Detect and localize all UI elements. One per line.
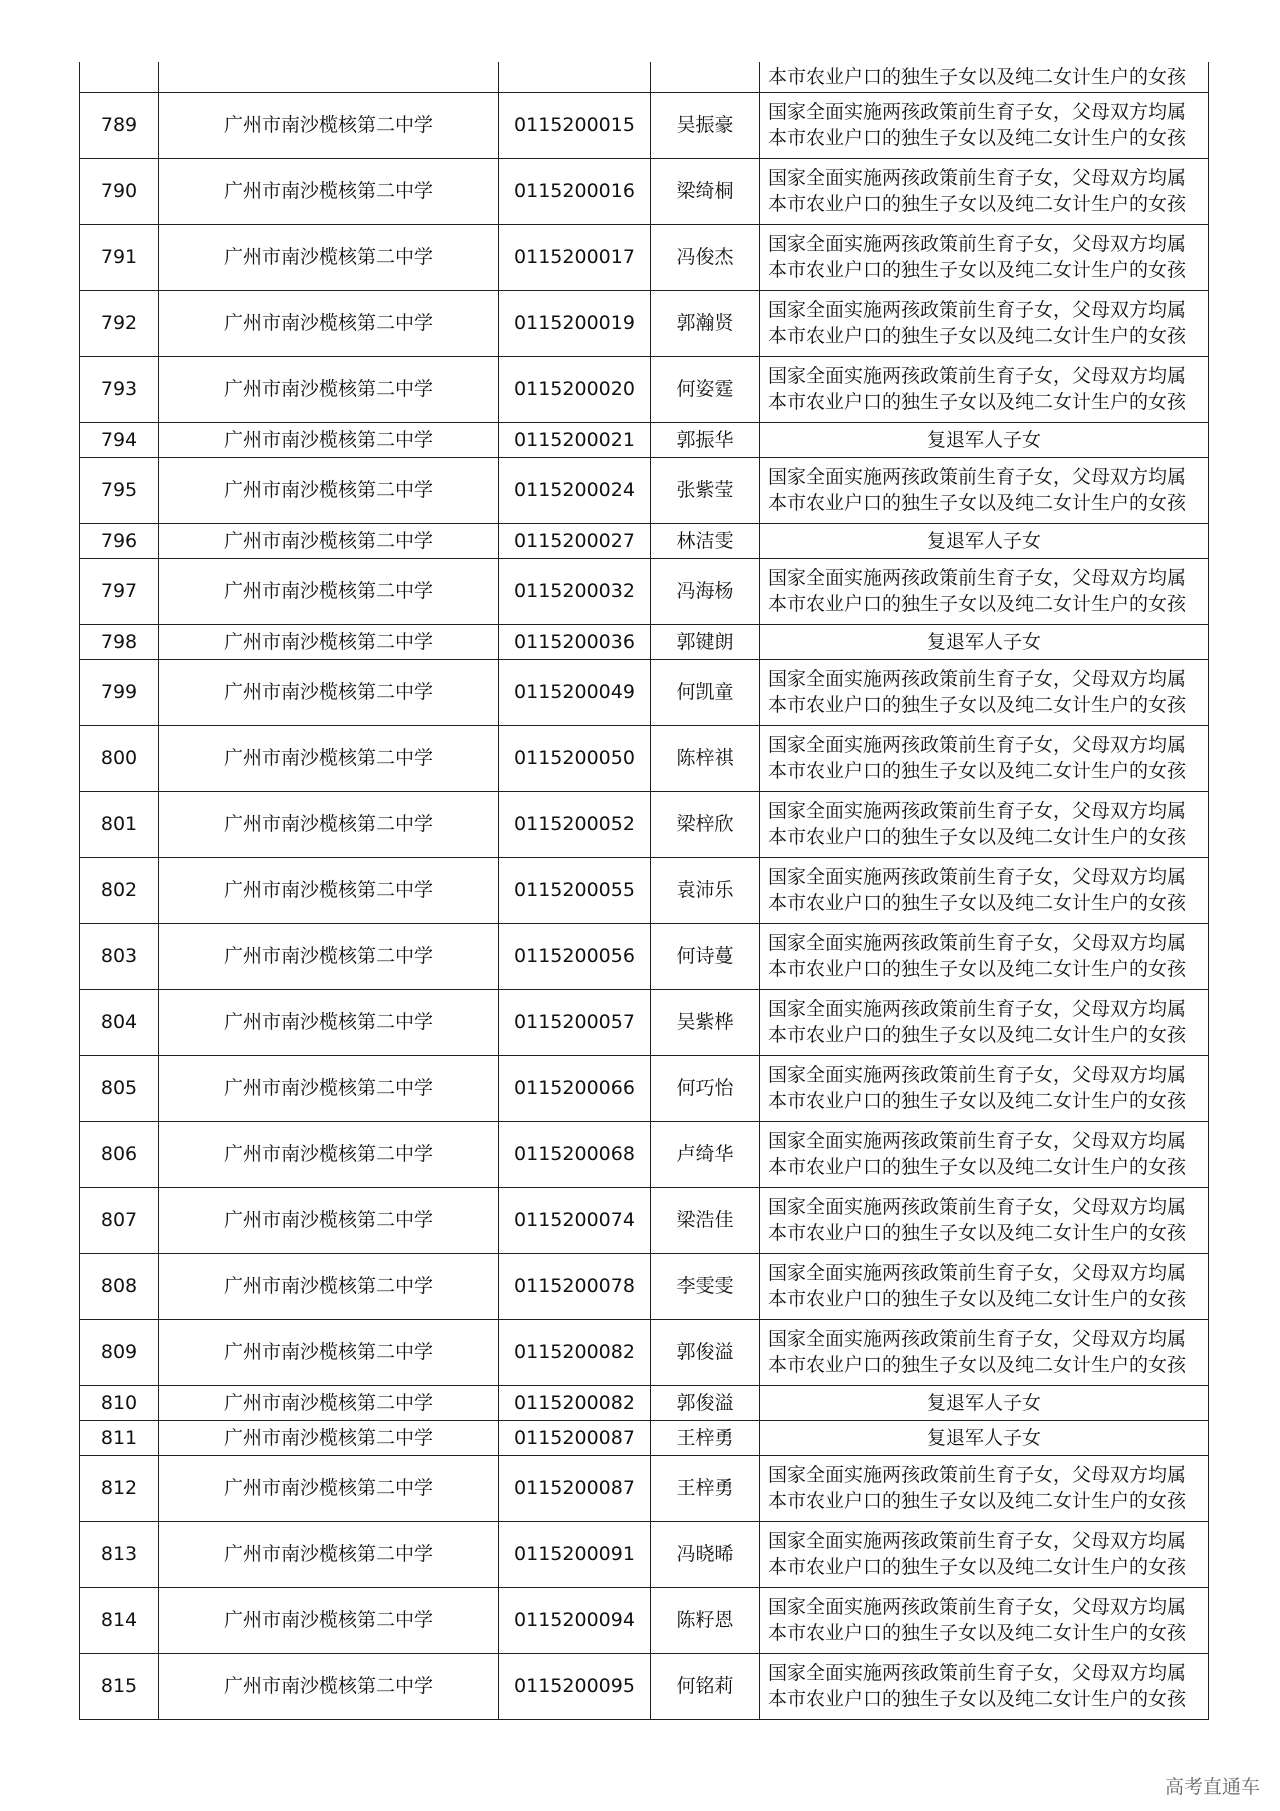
cell-school: 广州市南沙榄核第二中学: [159, 624, 499, 659]
cell-category: 复退军人子女: [760, 1385, 1209, 1420]
table-row: [80, 857, 1209, 923]
cell-name: 郭振华: [651, 422, 760, 457]
table-row: [80, 1055, 1209, 1121]
cell-name: 冯晓晞: [651, 1521, 760, 1587]
cell-school: 广州市南沙榄核第二中学: [159, 857, 499, 923]
cell-id: 0115200052: [499, 791, 651, 857]
cell-no: 810: [80, 1385, 159, 1420]
cell-no: 815: [80, 1653, 159, 1719]
cell-id: 0115200055: [499, 857, 651, 923]
cell-id: 0115200094: [499, 1587, 651, 1653]
cell-no: 798: [80, 624, 159, 659]
cell-category: 复退军人子女: [760, 1420, 1209, 1455]
cell-id: 0115200049: [499, 659, 651, 725]
watermark: 高考直通车: [1164, 1776, 1260, 1798]
table-row: [80, 989, 1209, 1055]
cell-name: 陈梓祺: [651, 725, 760, 791]
cell-category: 国家全面实施两孩政策前生育子女，父母双方均属本市农业户口的独生子女以及纯二女计生户的女孩: [760, 158, 1209, 224]
cell-id: 0115200056: [499, 923, 651, 989]
cell-school: 广州市南沙榄核第二中学: [159, 1521, 499, 1587]
table-row: [80, 1587, 1209, 1653]
cell-category: 国家全面实施两孩政策前生育子女，父母双方均属本市农业户口的独生子女以及纯二女计生户的女孩: [760, 290, 1209, 356]
cell-school: 广州市南沙榄核第二中学: [159, 1253, 499, 1319]
cell-category: 国家全面实施两孩政策前生育子女，父母双方均属本市农业户口的独生子女以及纯二女计生户的女孩: [760, 725, 1209, 791]
cell-name: 袁沛乐: [651, 857, 760, 923]
cell-no: 802: [80, 857, 159, 923]
cell-category: 国家全面实施两孩政策前生育子女，父母双方均属本市农业户口的独生子女以及纯二女计生户的女孩: [760, 1521, 1209, 1587]
cell-name: 梁绮桐: [651, 158, 760, 224]
cell-category: 复退军人子女: [760, 624, 1209, 659]
cell-id: 0115200036: [499, 624, 651, 659]
cell-school: 广州市南沙榄核第二中学: [159, 659, 499, 725]
cell-name: 郭瀚贤: [651, 290, 760, 356]
cell-no: 811: [80, 1420, 159, 1455]
cell-no: 809: [80, 1319, 159, 1385]
cell-name: 何巧怡: [651, 1055, 760, 1121]
cell-category: 国家全面实施两孩政策前生育子女，父母双方均属本市农业户口的独生子女以及纯二女计生户的女孩: [760, 1121, 1209, 1187]
cell-category: 国家全面实施两孩政策前生育子女，父母双方均属本市农业户口的独生子女以及纯二女计生户的女孩: [760, 1587, 1209, 1653]
cell-name: 吴紫桦: [651, 989, 760, 1055]
cell-school: 广州市南沙榄核第二中学: [159, 1121, 499, 1187]
cell-name: 王梓勇: [651, 1455, 760, 1521]
cell-category: 国家全面实施两孩政策前生育子女，父母双方均属本市农业户口的独生子女以及纯二女计生户的女孩: [760, 1455, 1209, 1521]
table-row: [80, 356, 1209, 422]
cell-id: 0115200019: [499, 290, 651, 356]
table-row: [80, 1521, 1209, 1587]
cell-id: 0115200015: [499, 92, 651, 158]
table-body: [80, 62, 1209, 1719]
cell-category: 国家全面实施两孩政策前生育子女，父母双方均属本市农业户口的独生子女以及纯二女计生户的女孩: [760, 92, 1209, 158]
cell-school: 广州市南沙榄核第二中学: [159, 290, 499, 356]
table-row: [80, 791, 1209, 857]
cell-no: 805: [80, 1055, 159, 1121]
cell-school: 广州市南沙榄核第二中学: [159, 1187, 499, 1253]
cell-category: 国家全面实施两孩政策前生育子女，父母双方均属本市农业户口的独生子女以及纯二女计生户的女孩: [760, 224, 1209, 290]
cell-id: 0115200057: [499, 989, 651, 1055]
cell-school: 广州市南沙榄核第二中学: [159, 725, 499, 791]
table-row-partial: [80, 62, 1209, 92]
cell-school: 广州市南沙榄核第二中学: [159, 1420, 499, 1455]
cell-id: 0115200082: [499, 1319, 651, 1385]
cell-category: 国家全面实施两孩政策前生育子女，父母双方均属本市农业户口的独生子女以及纯二女计生户的女孩: [760, 356, 1209, 422]
cell-name: 卢绮华: [651, 1121, 760, 1187]
table-row: [80, 422, 1209, 457]
cell-name: 郭俊溢: [651, 1319, 760, 1385]
cell-no: 789: [80, 92, 159, 158]
cell-id: 0115200095: [499, 1653, 651, 1719]
cell-no: 799: [80, 659, 159, 725]
cell-school: 广州市南沙榄核第二中学: [159, 923, 499, 989]
cell-category: 复退军人子女: [760, 422, 1209, 457]
table-row: [80, 457, 1209, 523]
cell-school: 广州市南沙榄核第二中学: [159, 158, 499, 224]
table-row: [80, 558, 1209, 624]
cell-school: 广州市南沙榄核第二中学: [159, 1385, 499, 1420]
cell-no: 803: [80, 923, 159, 989]
cell-no: 814: [80, 1587, 159, 1653]
cell-name: 林洁雯: [651, 523, 760, 558]
cell-name: 何凯童: [651, 659, 760, 725]
cell-name: 张紫莹: [651, 457, 760, 523]
table-row: [80, 92, 1209, 158]
cell-name: 陈籽恩: [651, 1587, 760, 1653]
cell-name: 何姿霆: [651, 356, 760, 422]
cell-category: 国家全面实施两孩政策前生育子女，父母双方均属本市农业户口的独生子女以及纯二女计生户的女孩: [760, 1253, 1209, 1319]
cell-category: 国家全面实施两孩政策前生育子女，父母双方均属本市农业户口的独生子女以及纯二女计生户的女孩: [760, 1319, 1209, 1385]
table-row: [80, 290, 1209, 356]
cell-name: 冯海杨: [651, 558, 760, 624]
cell-category: 国家全面实施两孩政策前生育子女，父母双方均属本市农业户口的独生子女以及纯二女计生户的女孩: [760, 923, 1209, 989]
cell-id: 0115200032: [499, 558, 651, 624]
cell-id: 0115200050: [499, 725, 651, 791]
cell-id: 0115200068: [499, 1121, 651, 1187]
cell-no: 806: [80, 1121, 159, 1187]
cell-category: 国家全面实施两孩政策前生育子女，父母双方均属本市农业户口的独生子女以及纯二女计生户的女孩: [760, 857, 1209, 923]
table-row: [80, 1121, 1209, 1187]
cell-school: 广州市南沙榄核第二中学: [159, 1455, 499, 1521]
cell-no: 792: [80, 290, 159, 356]
cell-name: 吴振豪: [651, 92, 760, 158]
table-row: [80, 158, 1209, 224]
cell-no: 790: [80, 158, 159, 224]
cell-no: 813: [80, 1521, 159, 1587]
cell-category: 国家全面实施两孩政策前生育子女，父母双方均属本市农业户口的独生子女以及纯二女计生户的女孩: [760, 989, 1209, 1055]
cell-id: [499, 62, 651, 92]
table-row: [80, 1253, 1209, 1319]
cell-id: 0115200078: [499, 1253, 651, 1319]
cell-id: 0115200027: [499, 523, 651, 558]
cell-id: 0115200020: [499, 356, 651, 422]
cell-category: 国家全面实施两孩政策前生育子女，父母双方均属本市农业户口的独生子女以及纯二女计生户的女孩: [760, 558, 1209, 624]
cell-category: 国家全面实施两孩政策前生育子女，父母双方均属本市农业户口的独生子女以及纯二女计生户的女孩: [760, 457, 1209, 523]
cell-school: 广州市南沙榄核第二中学: [159, 523, 499, 558]
cell-no: 797: [80, 558, 159, 624]
table-row: [80, 1385, 1209, 1420]
cell-name: [651, 62, 760, 92]
cell-school: 广州市南沙榄核第二中学: [159, 791, 499, 857]
cell-school: 广州市南沙榄核第二中学: [159, 224, 499, 290]
cell-id: 0115200091: [499, 1521, 651, 1587]
cell-name: 郭键朗: [651, 624, 760, 659]
table-row: [80, 1319, 1209, 1385]
table-row: [80, 659, 1209, 725]
cell-no: 791: [80, 224, 159, 290]
cell-id: 0115200021: [499, 422, 651, 457]
cell-no: 812: [80, 1455, 159, 1521]
cell-no: 808: [80, 1253, 159, 1319]
cell-school: [159, 62, 499, 92]
cell-no: 795: [80, 457, 159, 523]
cell-id: 0115200016: [499, 158, 651, 224]
cell-school: 广州市南沙榄核第二中学: [159, 1319, 499, 1385]
cell-id: 0115200024: [499, 457, 651, 523]
cell-name: 何诗蔓: [651, 923, 760, 989]
cell-category: 国家全面实施两孩政策前生育子女，父母双方均属本市农业户口的独生子女以及纯二女计生户的女孩: [760, 791, 1209, 857]
table-row: [80, 1187, 1209, 1253]
cell-id: 0115200066: [499, 1055, 651, 1121]
cell-no: 807: [80, 1187, 159, 1253]
cell-category: 复退军人子女: [760, 523, 1209, 558]
cell-name: 梁梓欣: [651, 791, 760, 857]
cell-category: 国家全面实施两孩政策前生育子女，父母双方均属本市农业户口的独生子女以及纯二女计生户的女孩: [760, 1653, 1209, 1719]
cell-name: 梁浩佳: [651, 1187, 760, 1253]
cell-name: 王梓勇: [651, 1420, 760, 1455]
cell-school: 广州市南沙榄核第二中学: [159, 92, 499, 158]
table-row: [80, 624, 1209, 659]
table-row: [80, 1420, 1209, 1455]
cell-category: 国家全面实施两孩政策前生育子女，父母双方均属本市农业户口的独生子女以及纯二女计生户的女孩: [760, 1187, 1209, 1253]
cell-no: 804: [80, 989, 159, 1055]
table-row: [80, 224, 1209, 290]
cell-id: 0115200074: [499, 1187, 651, 1253]
table-row: [80, 725, 1209, 791]
cell-id: 0115200087: [499, 1420, 651, 1455]
cell-no: 800: [80, 725, 159, 791]
cell-no: 793: [80, 356, 159, 422]
cell-school: 广州市南沙榄核第二中学: [159, 422, 499, 457]
cell-category: 国家全面实施两孩政策前生育子女，父母双方均属本市农业户口的独生子女以及纯二女计生户的女孩: [760, 1055, 1209, 1121]
cell-school: 广州市南沙榄核第二中学: [159, 457, 499, 523]
table-row: [80, 1455, 1209, 1521]
cell-no: 801: [80, 791, 159, 857]
cell-no: 794: [80, 422, 159, 457]
cell-school: 广州市南沙榄核第二中学: [159, 356, 499, 422]
table-row: [80, 523, 1209, 558]
cell-school: 广州市南沙榄核第二中学: [159, 1055, 499, 1121]
table-row: [80, 1653, 1209, 1719]
cell-school: 广州市南沙榄核第二中学: [159, 1653, 499, 1719]
cell-name: 郭俊溢: [651, 1385, 760, 1420]
cell-id: 0115200082: [499, 1385, 651, 1420]
cell-id: 0115200017: [499, 224, 651, 290]
cell-name: 冯俊杰: [651, 224, 760, 290]
cell-school: 广州市南沙榄核第二中学: [159, 1587, 499, 1653]
cell-school: 广州市南沙榄核第二中学: [159, 989, 499, 1055]
admission-list-table: [79, 62, 1209, 1720]
cell-name: 李雯雯: [651, 1253, 760, 1319]
cell-name: 何铭莉: [651, 1653, 760, 1719]
table-row: [80, 923, 1209, 989]
cell-no: 796: [80, 523, 159, 558]
cell-id: 0115200087: [499, 1455, 651, 1521]
cell-no: [80, 62, 159, 92]
cell-school: 广州市南沙榄核第二中学: [159, 558, 499, 624]
cell-category: 本市农业户口的独生子女以及纯二女计生户的女孩: [760, 62, 1209, 92]
cell-category: 国家全面实施两孩政策前生育子女，父母双方均属本市农业户口的独生子女以及纯二女计生户的女孩: [760, 659, 1209, 725]
